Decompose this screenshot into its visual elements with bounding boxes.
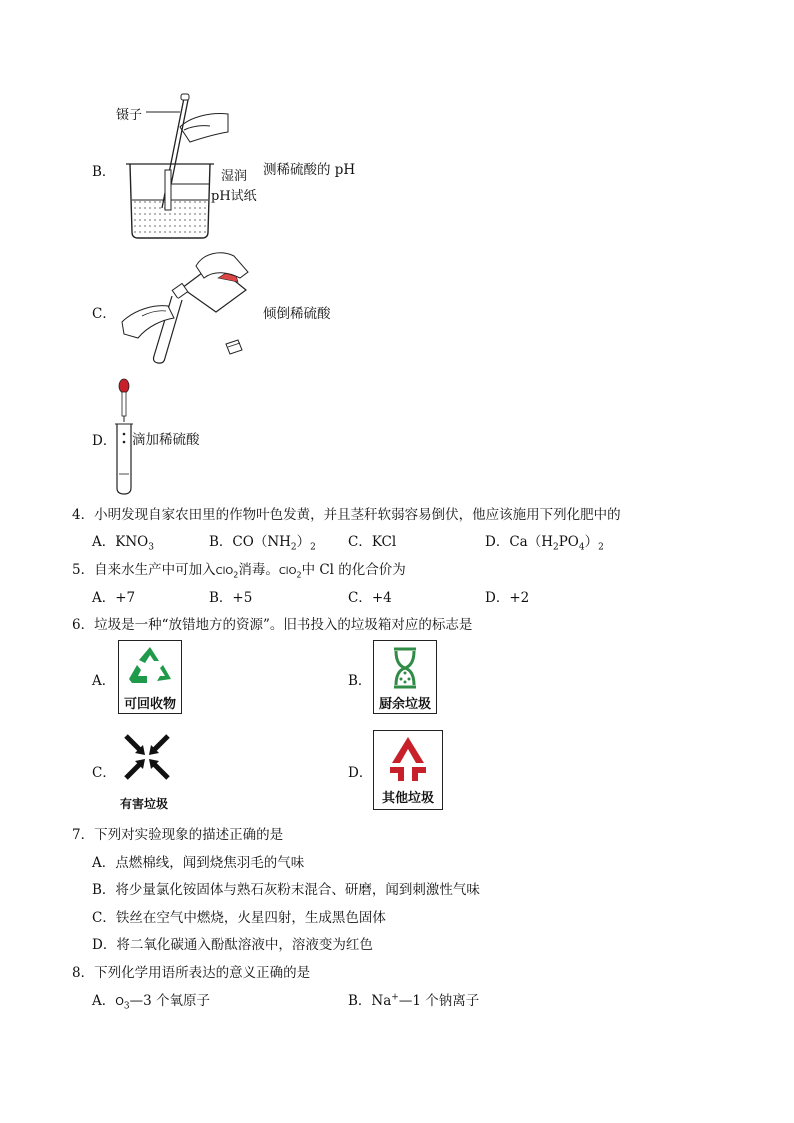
q7-option-d: D．将二氧化碳通入酚酞溶液中，溶液变为红色 (92, 937, 373, 953)
q4-option-b: B．$CO(NH_2)_2$ (209, 534, 316, 553)
q8-stem: 8．下列化学用语所表达的意义正确的是 (72, 965, 311, 981)
hazard-waste-label: 有害垃圾 (120, 797, 169, 811)
option-b-label: B． (92, 164, 116, 180)
other-waste-sign (373, 730, 443, 810)
recyclable-label: 可回收物 (123, 697, 176, 712)
option-c-label: C． (92, 306, 116, 322)
q5-option-a: A．+7 (92, 590, 136, 606)
q6-option-a: A． (92, 673, 116, 689)
q7-option-c: C．铁丝在空气中燃烧，火星四射，生成黑色固体 (92, 910, 386, 926)
q7-stem: 7．下列对实验现象的描述正确的是 (72, 827, 284, 843)
kitchen-waste-label: 厨余垃圾 (378, 697, 431, 712)
q6-option-d: D． (348, 765, 373, 781)
figure-b-caption: 测稀硫酸的 pH (263, 162, 356, 178)
q4-option-c: C．KCl (348, 534, 397, 550)
pouring-illustration (118, 248, 258, 366)
q7-option-a: A．点燃棉线，闻到烧焦羽毛的气味 (92, 855, 305, 871)
q6-stem: 6．垃圾是一种“放错地方的资源”。旧书投入的垃圾箱对应的标志是 (72, 617, 473, 633)
recycle-icon (119, 643, 181, 693)
q5-option-b: B．+5 (209, 590, 253, 606)
q5-stem: 5．自来水生产中可加入ClO$_2$消毒。ClO$_2$中 Cl 的化合价为 (72, 562, 406, 580)
other-waste-icon (374, 733, 442, 787)
hourglass-icon (374, 643, 436, 693)
figure-c-caption: 倾倒稀硫酸 (263, 306, 331, 322)
hazard-arrows-icon (122, 732, 172, 782)
q8-option-a: A．$O_3—3$ 个氧原子 (92, 993, 211, 1012)
q4-stem: 4．小明发现自家农田里的作物叶色发黄，并且茎秆软弱容易倒伏，他应该施用下列化肥中的 (72, 507, 621, 523)
kitchen-waste-sign (373, 640, 437, 714)
q4-option-d: D．$Ca(H_2PO_4)_2$ (485, 534, 604, 553)
q4-option-a: A．$KNO_3$ (92, 534, 154, 553)
q6-option-b: B． (348, 673, 372, 689)
q6-option-c: C． (92, 765, 116, 781)
q7-option-b: B．将少量氯化铵固体与熟石灰粉末混合、研磨，闻到刺激性气味 (92, 882, 480, 898)
q8-option-b: B．Na+—1 个钠离子 (348, 992, 480, 1009)
ph-paper-label: pH试纸 (211, 189, 257, 204)
other-waste-label: 其他垃圾 (381, 791, 434, 806)
tweezers-label: 镊子 (116, 108, 143, 123)
wet-label: 湿润 (221, 169, 248, 184)
option-d-label: D． (92, 433, 117, 449)
recyclable-sign (118, 640, 182, 714)
figure-d-caption: 滴加稀硫酸 (132, 432, 200, 448)
q5-option-d: D．+2 (485, 590, 530, 606)
q5-option-c: C．+4 (348, 590, 392, 606)
